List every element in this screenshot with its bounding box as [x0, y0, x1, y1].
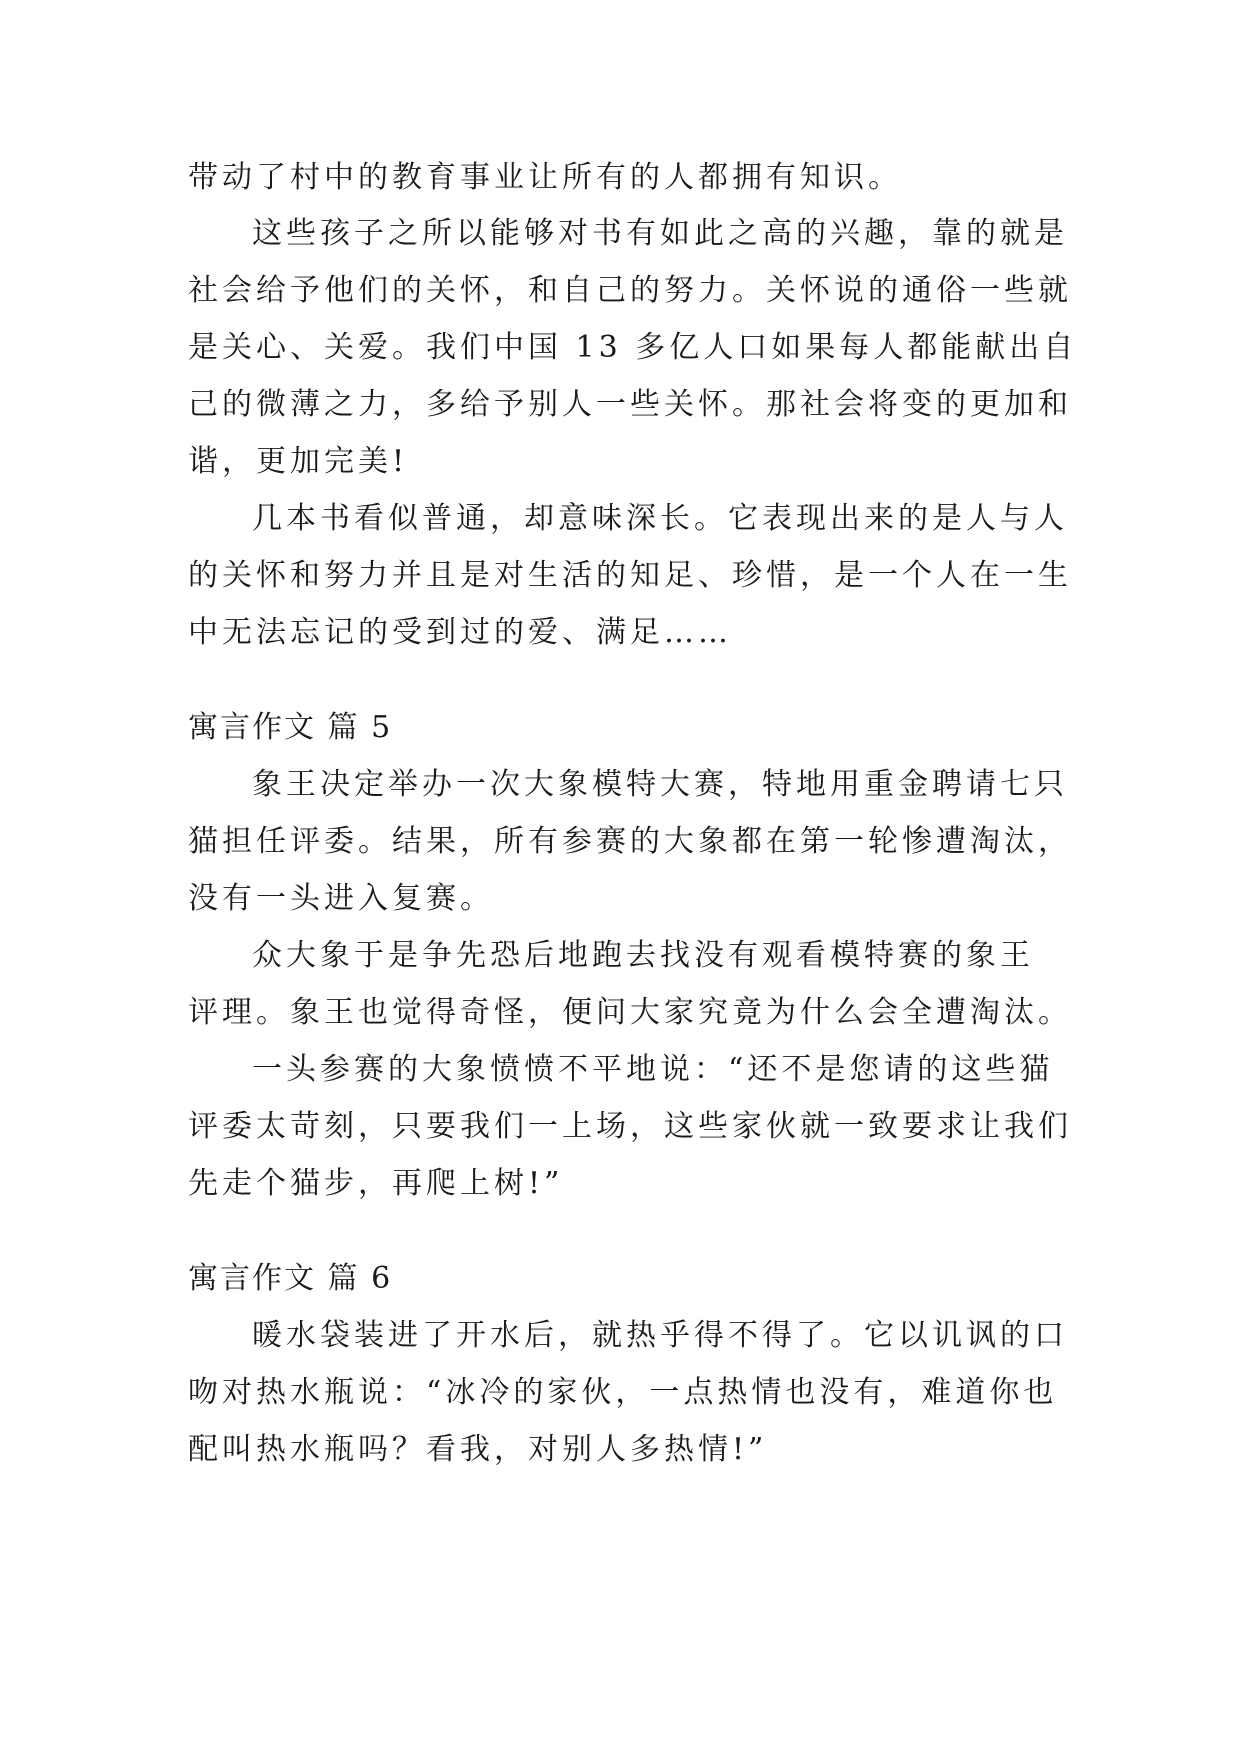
text-line: 暖水袋装进了开水后，就热乎得不得了。它以讥讽的口: [252, 1318, 1068, 1353]
text-line: 配叫热水瓶吗？看我，对别人多热情!”: [188, 1432, 768, 1467]
section-heading: 寓言作文 篇 6: [188, 1261, 393, 1296]
text-line: 社会给予他们的关怀，和自己的努力。关怀说的通俗一些就: [188, 273, 1072, 308]
section-heading: 寓言作文 篇 5: [188, 710, 393, 745]
text-line: 几本书看似普通，却意味深长。它表现出来的是人与人: [252, 501, 1068, 536]
text-line: 谐，更加完美!: [188, 444, 409, 479]
text-line: 中无法忘记的受到过的爱、满足……: [188, 615, 732, 650]
text-line: 是关心、关爱。我们中国 13 多亿人口如果每人都能献出自: [188, 330, 1078, 365]
text-line: 评委太苛刻，只要我们一上场，这些家伙就一致要求让我们: [188, 1109, 1072, 1144]
text-line: 评理。象王也觉得奇怪，便问大家究竟为什么会全遭淘汰。: [188, 995, 1072, 1030]
text-line: 没有一头进入复赛。: [188, 881, 494, 916]
text-line: 象王决定举办一次大象模特大赛，特地用重金聘请七只: [252, 767, 1068, 802]
text-line: 的关怀和努力并且是对生活的知足、珍惜，是一个人在一生: [188, 558, 1072, 593]
text-line: 先走个猫步，再爬上树!”: [188, 1166, 564, 1201]
text-line: 一头参赛的大象愤愤不平地说：“还不是您请的这些猫: [252, 1052, 1054, 1087]
text-line: 这些孩子之所以能够对书有如此之高的兴趣，靠的就是: [252, 216, 1068, 251]
text-line: 吻对热水瓶说：“冰冷的家伙，一点热情也没有，难道你也: [188, 1375, 1058, 1410]
text-line: 猫担任评委。结果，所有参赛的大象都在第一轮惨遭淘汰，: [188, 824, 1072, 859]
text-line: 众大象于是争先恐后地跑去找没有观看模特赛的象王: [252, 938, 1034, 973]
text-line: 己的微薄之力，多给予别人一些关怀。那社会将变的更加和: [188, 387, 1072, 422]
text-line: 带动了村中的教育事业让所有的人都拥有知识。: [188, 160, 902, 195]
